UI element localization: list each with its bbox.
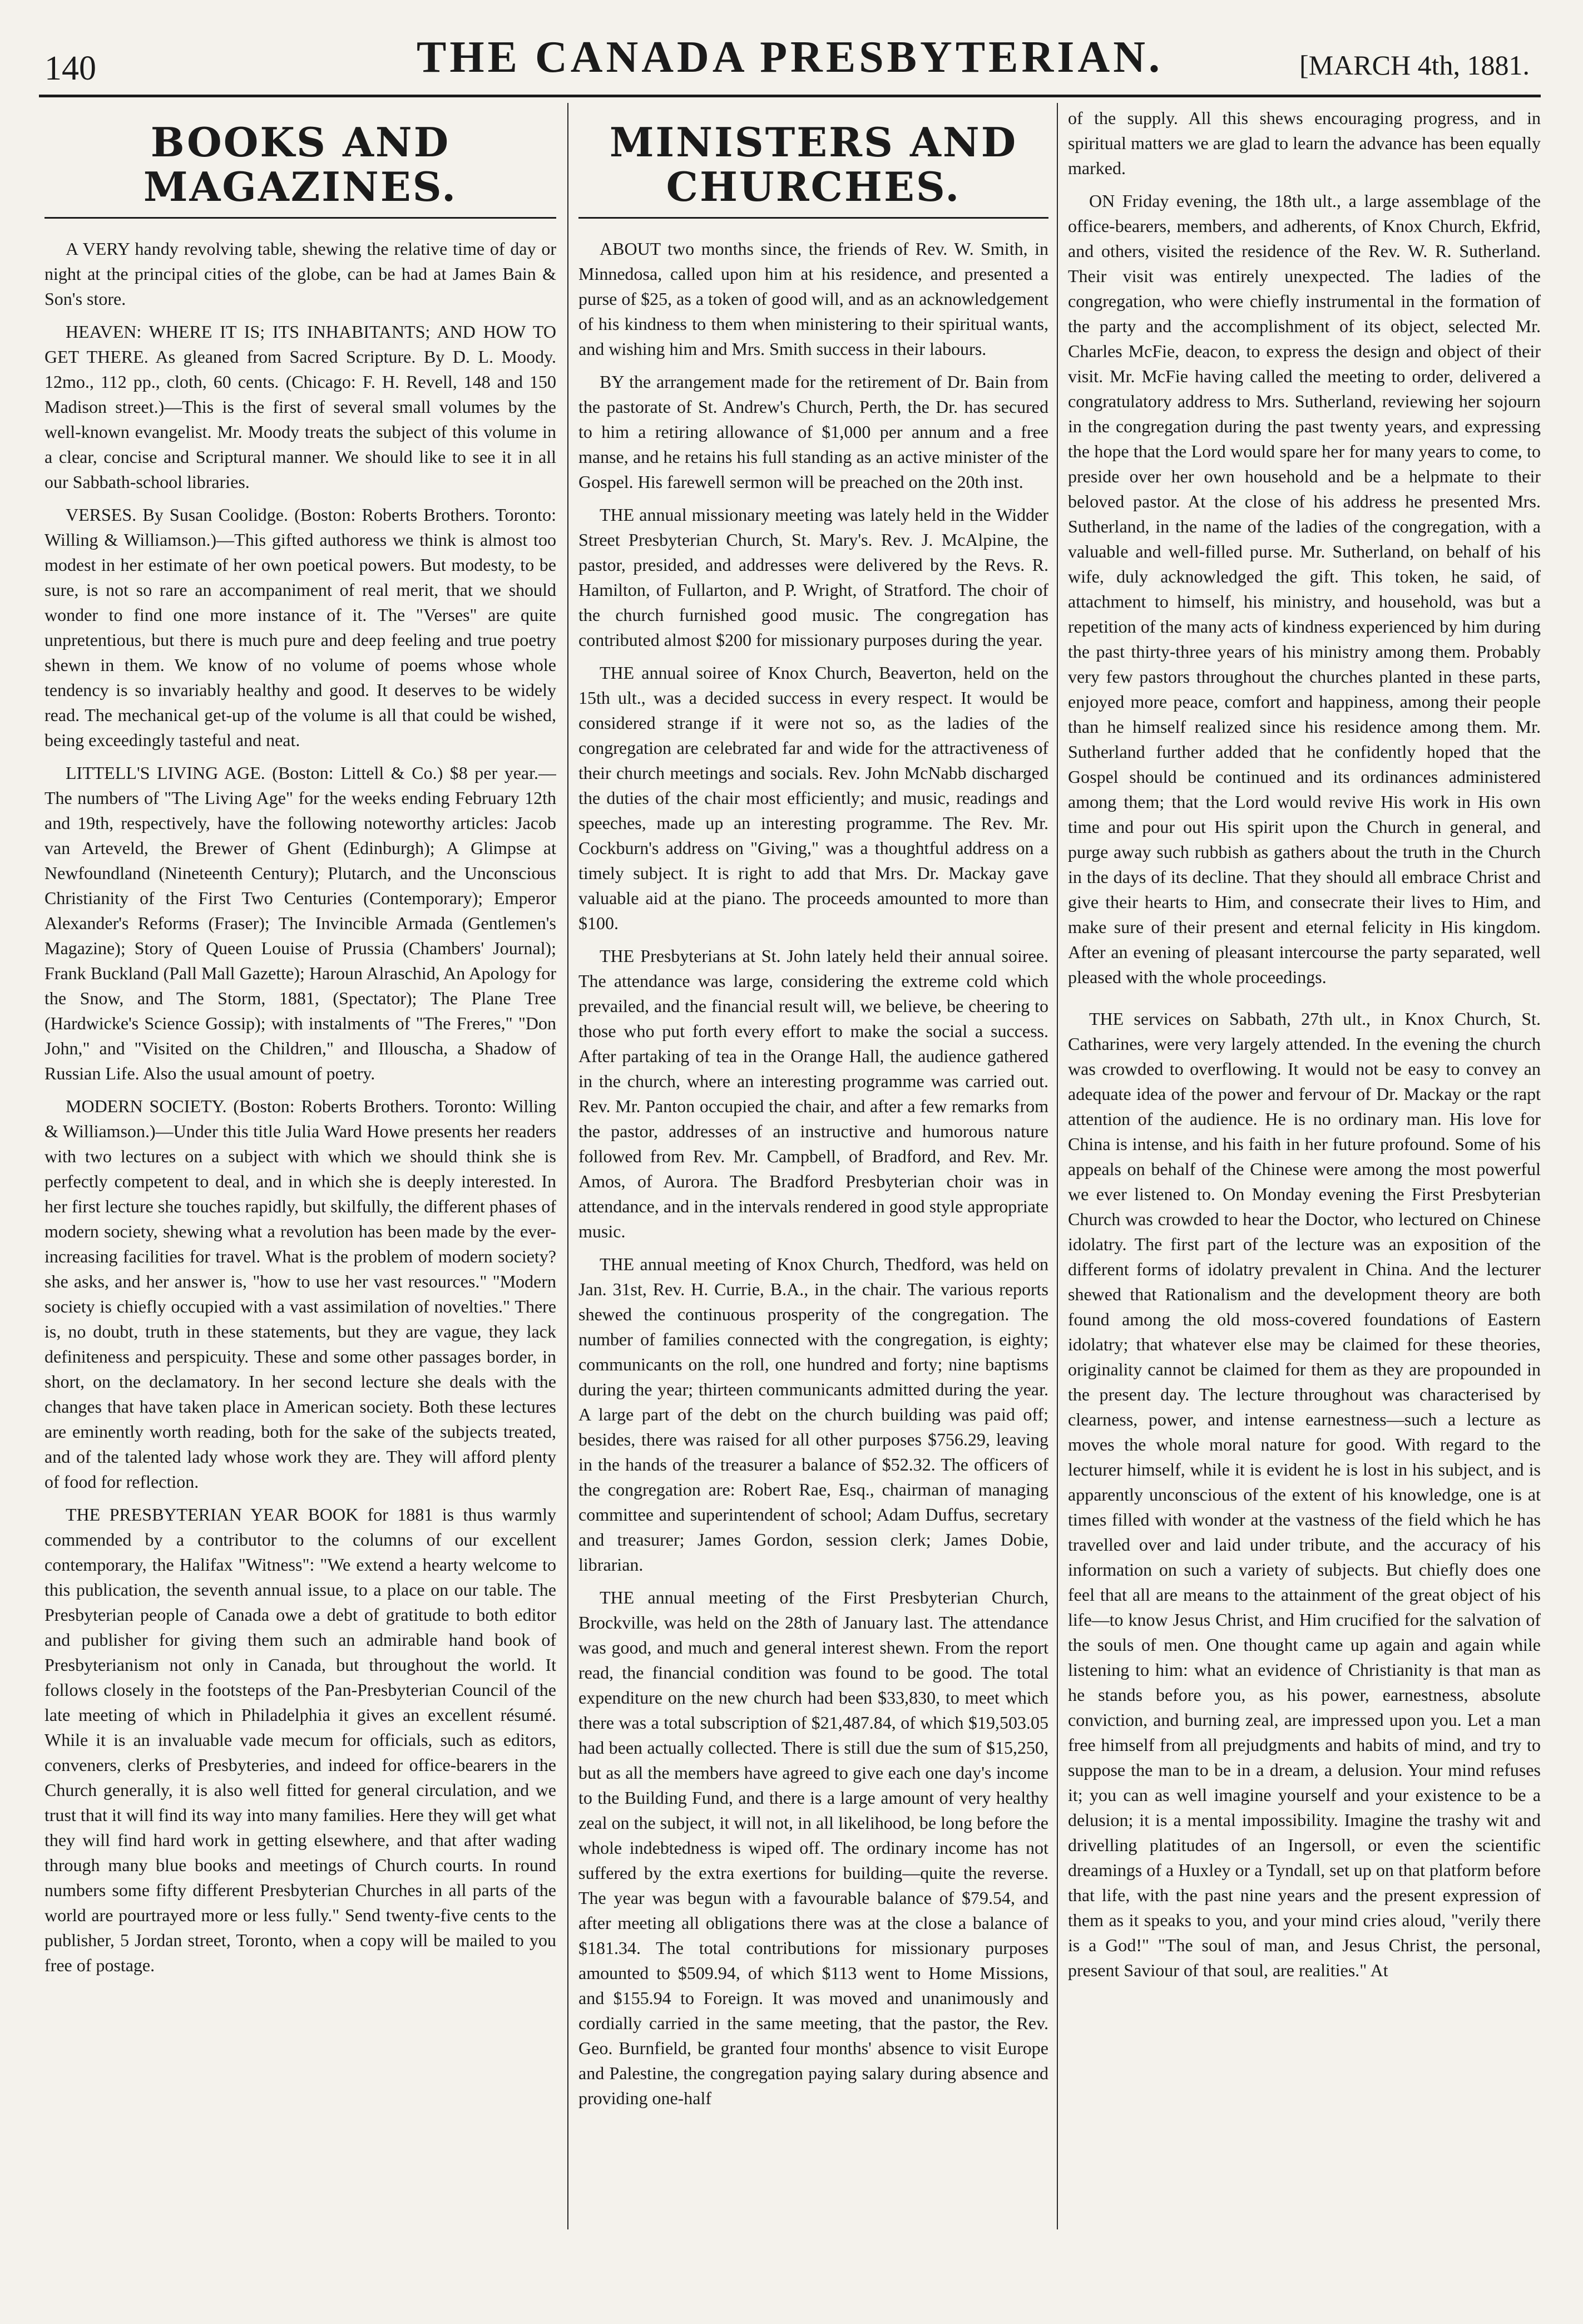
section-heading-ministers: MINISTERS AND CHURCHES. [578, 120, 1048, 219]
article-paragraph: THE annual soiree of Knox Church, Beaverton, held on the 15th ult., was a decided success in every respect. It would be considered strange if it were not so, as the ladies of the congregation are celebrated far and wide for the attractiveness of their church meetings and socials. Rev. John McNabb discharged the duties of the chair most efficiently; and music, readings and speeches, made up an interesting programme. The Rev. Mr. Cockburn's address on "Giving," was a thoughtful address on a timely subject. It is right to add that Mrs. Dr. Mackay gave valuable aid at the piano. The proceeds amounted to more than $100. [578, 663, 1048, 933]
masthead-title: THE CANADA PRESBYTERIAN. [417, 33, 1163, 82]
article-paragraph: ON Friday evening, the 18th ult., a large assemblage of the office-bearers, members, and adherents, of Knox Church, Ekfrid, and others, visited the residence of the Rev. W. R. Sutherland. Their visit was entirely unexpected. The ladies of the congregation, who were chiefly instrumental in the formation of the party and the accomplishment of its object, selected Mr. Charles McFie, deacon, to express the design and object of their visit. Mr. McFie having called the meeting to order, delivered a congratulatory address to Mrs. Sutherland, reviewing her sojourn in the congregation during the past twenty years, and expressing the hope that the Lord would spare her for many years to come, to preside over her own household and be a helpmate to their beloved pastor. At the close of his address he presented Mrs. Sutherland, in the name of the ladies of the congregation, with a valuable and well-filled purse. Mr. Sutherland, on behalf of his wife, duly acknowledged the gift. This token, he said, of attachment to himself, his ministry, and household, was but a repetition of the many acts of kindness experienced by him during the past thirty-three years of his ministry among them. Probably very few pastors throughout the churches planted in these parts, enjoyed more peace, comfort and happiness, among their people than he himself realized since his residence among them. Mr. Sutherland further added that he confidently hoped that the Gospel should be continued and its ordinances administered among them; that the Lord would revive His work in His own time and pour out His spirit upon the Church in general, and purge away such rubbish as gathers about the truth in the Church in the days of its decline. That they should all embrace Christ and give their hearts to Him, and consecrate their lives to Him, and make sure of their present and eternal felicity in His kingdom. After an evening of pleasant intercourse the party separated, well pleased with the whole proceedings. [1068, 191, 1541, 987]
article-paragraph: THE PRESBYTERIAN YEAR BOOK for 1881 is thus warmly commended by a contributor to the columns of our excellent contemporary, the Halifax "Witness": "We extend a hearty welcome to this publication, the seventh annual issue, to a place on our table. The Presbyterian people of Canada owe a debt of gratitude to both editor and publisher for giving them such an admirable hand book of Presbyterianism not only in Canada, but throughout the world. It follows closely in the footsteps of the Pan-Presbyterian Council of the late meeting of which in Philadelphia it gives an excellent résumé. While it is an invaluable vade mecum for officials, such as editors, conveners, clerks of Presbyteries, and indeed for office-bearers in the Church generally, it is also well fitted for general circulation, and we trust that it will find its way into many families. Here they will get what they will find hard work in getting elsewhere, and that after wading through many blue books and meetings of Church courts. In round numbers some fifty different Presbyterian Churches in all parts of the world are pourtrayed more or less fully." Send twenty-five cents to the publisher, 5 Jordan street, Toronto, when a copy will be mailed to you free of postage. [44, 1504, 556, 1975]
article-paragraph: THE annual meeting of Knox Church, Thedford, was held on Jan. 31st, Rev. H. Currie, B.A., in the chair. The various reports shewed the continuous prosperity of the congregation. The number of families connected with the congregation, is eighty; communicants on the roll, one hundred and forty; nine baptisms during the year; thirteen communicants admitted during the year. A large part of the debt on the church building was paid off; besides, there was raised for all other purposes $756.29, leaving in the hands of the treasurer a balance of $52.32. The officers of the congregation are: Robert Rae, Esq., chairman of managing committee and superintendent of school; Adam Duffus, secretary and treasurer; James Gordon, session clerk; James Dobie, librarian. [578, 1254, 1048, 1575]
article-paragraph: THE Presbyterians at St. John lately held their annual soiree. The attendance was large, considering the extreme cold which prevailed, and the financial result will, we believe, be cheering to those who put forth every effort to make the social a success. After partaking of tea in the Orange Hall, the audience gathered in the church, where an interesting programme was carried out. Rev. Mr. Panton occupied the chair, and after a few remarks from the pastor, addresses of an instructive and humorous nature followed from Rev. Mr. Campbell, of Bradford, and Rev. Mr. Amos, of Aurora. The Bradford Presbyterian choir was in attendance, and in the intervals rendered in good style appropriate music. [578, 946, 1048, 1241]
article-paragraph: ABOUT two months since, the friends of Rev. W. Smith, in Minnedosa, called upon him at his residence, and presented a purse of $25, as a token of good will, and as an acknowledgement of his kindness to them when ministering to their spiritual wants, and wishing him and Mrs. Smith success in their labours. [578, 239, 1048, 359]
column-continued-news [1068, 106, 1541, 2229]
column-books-and-magazines [44, 106, 556, 2229]
article-paragraph: LITTELL'S LIVING AGE. (Boston: Littell & Co.) $8 per year.—The numbers of "The Living Age" for the weeks ending February 12th and 19th, respectively, have the following noteworthy articles: Jacob van Arteveld, the Brewer of Ghent (Edinburgh); A Glimpse at Newfoundland (Nineteenth Century); Plutarch, and the Unconscious Christianity of the First Two Centuries (Contemporary); Emperor Alexander's Reforms (Fraser); The Invincible Armada (Gentlemen's Magazine); Story of Queen Louise of Prussia (Chambers' Journal); Frank Buckland (Pall Mall Gazette); Haroun Alraschid, An Apology for the Snow, and The Storm, 1881, (Spectator); The Plane Tree (Hardwicke's Science Gossip); with instalments of "The Freres," "Don John," and "Visited on the Children," and Illouscha, a Shadow of Russian Life. Also the usual amount of poetry. [44, 763, 556, 1083]
column-divider-right [1057, 103, 1058, 2229]
issue-date: [MARCH 4th, 1881. [1299, 50, 1530, 81]
article-paragraph: HEAVEN: WHERE IT IS; ITS INHABITANTS; AND HOW TO GET THERE. As gleaned from Sacred Scripture. By D. L. Moody. 12mo., 112 pp., cloth, 60 cents. (Chicago: F. H. Revell, 148 and 150 Madison street.)—This is the first of several small volumes by the well-known evangelist. Mr. Moody treats the subject of this volume in a clear, concise and Scriptural manner. We should like to see it in all our Sabbath-school libraries. [44, 322, 556, 492]
heading-rule [44, 217, 556, 219]
column-divider-left [567, 103, 568, 2229]
heading-rule [578, 217, 1048, 219]
page-number: 140 [44, 50, 96, 87]
article-paragraph: BY the arrangement made for the retirement of Dr. Bain from the pastorate of St. Andrew's Church, Perth, the Dr. has secured to him a retiring allowance of $1,000 per annum and a free manse, and he retains his full standing as an active minister of the Gospel. His farewell sermon will be preached on the 20th inst. [578, 372, 1048, 492]
page-header [39, 27, 1541, 88]
header-rule [39, 95, 1541, 97]
article-paragraph: THE annual meeting of the First Presbyterian Church, Brockville, was held on the 28th of January last. The attendance was good, and much and general interest shewn. From the report read, the financial condition was found to be good. The total expenditure on the new church had been $33,830, to meet which there was a total subscription of $21,487.84, of which $19,503.05 had been actually collected. There is still due the sum of $15,250, but as all the members have agreed to give each one day's income to the Building Fund, and there is a large amount of very healthy zeal on the subject, it will not, in all likelihood, be long before the whole indebtedness is wiped off. The ordinary income has not suffered by the extra exertions for building—quite the reverse. The year was begun with a favourable balance of $79.54, and after meeting all obligations there was at the close a balance of $181.34. The total contributions for missionary purposes amounted to $509.94, of which $113 went to Home Missions, and $155.94 to Foreign. It was moved and unanimously and cordially carried in the same meeting, that the pastor, the Rev. Geo. Burnfield, be granted four months' absence to visit Europe and Palestine, the congregation paying salary during absence and providing one-half [578, 1587, 1048, 2108]
column-ministers-and-churches [578, 106, 1048, 2229]
article-paragraph: A VERY handy revolving table, shewing the relative time of day or night at the principal cities of the globe, can be had at James Bain & Son's store. [44, 239, 556, 309]
article-paragraph: MODERN SOCIETY. (Boston: Roberts Brothers. Toronto: Willing & Williamson.)—Under this title Julia Ward Howe presents her readers with two lectures on a subject with which we should think she is perfectly competent to deal, and in which she is deeply interested. In her first lecture she touches rapidly, but skilfully, the different phases of modern society, shewing what a revolution has been made by the ever-increasing facilities for travel. What is the problem of modern society? she asks, and her answer is, "how to use her vast resources." "Modern society is chiefly occupied with a vast assimilation of novelties." There is, no doubt, truth in these statements, but they are vague, they lack definiteness and perspicuity. These and some other passages border, in short, on the declamatory. In her second lecture she deals with the changes that have taken place in American society. Both these lectures are eminently worth reading, both for the sake of the subjects treated, and of the talented lady whose work they are. They will afford plenty of food for reflection. [44, 1096, 556, 1492]
article-paragraph: THE annual missionary meeting was lately held in the Widder Street Presbyterian Church, St. Mary's. Rev. J. McAlpine, the pastor, presided, and addresses were delivered by the Revs. R. Hamilton, of Fullarton, and P. Wright, of Stratford. The choir of the church furnished good music. The congregation has contributed almost $200 for missionary purposes during the year. [578, 505, 1048, 650]
article-paragraph: VERSES. By Susan Coolidge. (Boston: Roberts Brothers. Toronto: Willing & Williamson.)—This gifted authoress we think is almost too modest in her estimate of her own poetical powers. But modesty, to be sure, is not so rare an accompaniment of real merit, that we should wonder to find one more instance of it. The "Verses" are quite unpretentious, but there is much pure and deep feeling and true poetry shewn in them. We know of no volume of poems whose whole tendency is so invariably healthy and good. It deserves to be widely read. The mechanical get-up of the volume is all that could be wished, being exceedingly tasteful and neat. [44, 505, 556, 750]
article-paragraph: THE services on Sabbath, 27th ult., in Knox Church, St. Catharines, were very largely attended. In the evening the church was crowded to overflowing. It would not be easy to convey an adequate idea of the power and fervour of Dr. Mackay or the rapt attention of the audience. He is no ordinary man. His love for China is intense, and his faith in her future profound. Some of his appeals on behalf of the Chinese were among the most powerful we ever listened to. On Monday evening the First Presbyterian Church was crowded to hear the Doctor, who lectured on Chinese idolatry. The first part of the lecture was an exposition of the different forms of idolatry prevalent in China. And the lecturer shewed that Rationalism and the development theory are both found among the old moss-covered foundations of Eastern idolatry; that whatever else may be claimed for these theories, originality cannot be claimed for them as they are propounded in the present day. The lecture throughout was characterised by clearness, power, and intense earnestness—such a lecture as moves the whole moral nature for good. With regard to the lecturer himself, while it is evident he is lost in his subject, and is apparently unconscious of the extent of his knowledge, one is at times filled with wonder at the vastness of the field which he has travelled over and laid under tribute, and the accuracy of his information on such a variety of subjects. But chiefly does one feel that all are means to the attainment of the great object of his life—to know Jesus Christ, and Him crucified for the salvation of the souls of men. One thought came up again and again while listening to him: what an evidence of Christianity is that man as he stands before you, as his power, earnestness, absolute conviction, and burning zeal, are impressed upon you. Let a man free himself from all prejudgments and habits of mind, and try to suppose the man to be in a dream, a delusion. Your mind refuses it; you can as well imagine yourself and your existence to be a delusion; it is a mental impossibility. Imagine the trashy wit and drivelling platitudes of an Ingersoll, or even the scientific dreamings of a Huxley or a Tyndall, set up on that platform before that life, with the past nine years and the present expression of them as it speaks to you, and your mind cries aloud, "verily there is a God!" "The soul of man, and Jesus Christ, the personal, present Saviour of that soul, are realities." At [1068, 1009, 1541, 1980]
section-heading-books: BOOKS AND MAGAZINES. [44, 120, 556, 219]
article-paragraph: of the supply. All this shews encouraging progress, and in spiritual matters we are glad to learn the advance has been equally marked. [1068, 108, 1541, 178]
